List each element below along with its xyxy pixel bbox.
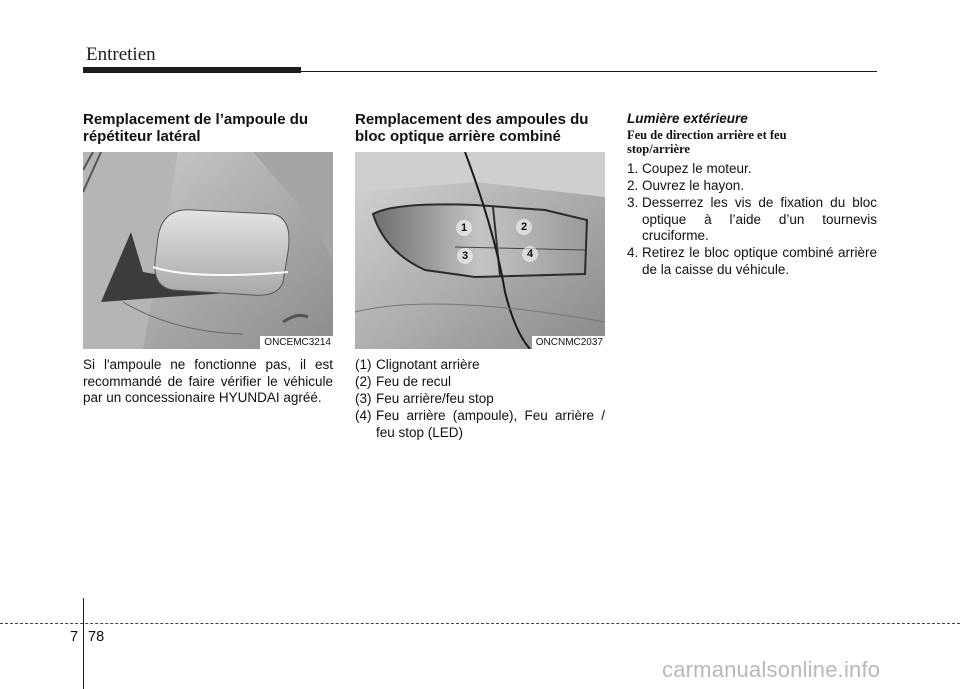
step-text: Retirez le bloc optique combiné arrière de la caisse du véhicule. [642, 245, 877, 277]
figure-code: ONCNMC2037 [532, 336, 605, 349]
side-mirror-illustration [83, 152, 333, 349]
footer-vertical-rule [83, 598, 84, 689]
callout-4: 4 [522, 246, 538, 262]
step-number: 1. [627, 161, 639, 176]
step-text: Coupez le moteur. [642, 161, 752, 176]
list-number: (3) [355, 391, 372, 406]
list-text: Feu de recul [376, 374, 452, 389]
list-text: Feu arrière (ampoule), Feu arrière / feu stop (LED) [376, 408, 605, 440]
step-number: 3. [627, 195, 639, 210]
figure-code: ONCEMC3214 [260, 336, 333, 349]
step-text: Desserrez les vis de fixation du bloc optique à l’aide d’un tournevis cruciforme. [642, 195, 877, 243]
tail-light-figure [355, 152, 605, 349]
rear-combo-heading: Remplacement des ampoules du bloc optique arrière combiné [355, 111, 589, 145]
section-title: Entretien [86, 44, 156, 65]
step-number: 4. [627, 245, 639, 260]
mirror-figure [83, 152, 333, 349]
list-text: Clignotant arrière [376, 357, 480, 372]
watermark: carmanualsonline.info [662, 657, 881, 682]
step-text: Ouvrez le hayon. [642, 178, 745, 193]
exterior-light-title: Lumière extérieure [627, 111, 748, 126]
header-rule-thin [301, 71, 877, 72]
callout-3: 3 [457, 248, 473, 264]
side-repeater-heading: Remplacement de l’ampoule du répétiteur latéral [83, 111, 309, 145]
step-number: 2. [627, 178, 639, 193]
chapter-number: 7 [70, 629, 79, 645]
list-number: (1) [355, 357, 372, 372]
page-number: 78 [88, 629, 105, 645]
bulb-list [355, 357, 605, 457]
list-text: Feu arrière/feu stop [376, 391, 494, 406]
left-paragraph: Si l'ampoule ne fonctionne pas, il est recommandé de faire vérifier le véhicule par un concessionaire HYUNDAI agréé. [83, 357, 333, 405]
header-rule-thick [83, 67, 301, 73]
list-number: (4) [355, 408, 372, 423]
procedure-steps [627, 161, 877, 281]
list-number: (2) [355, 374, 372, 389]
callout-2: 2 [516, 219, 532, 235]
callout-1: 1 [456, 220, 472, 236]
tail-light-illustration [355, 152, 605, 349]
footer-dashed-rule [0, 623, 960, 624]
procedure-subtitle: Feu de direction arrière et feu stop/arrière [627, 128, 787, 156]
